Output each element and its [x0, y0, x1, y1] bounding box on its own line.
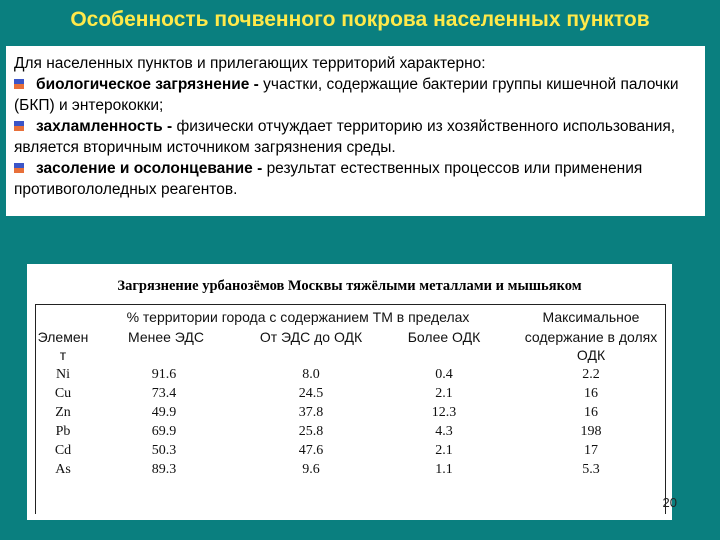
slide-title: Особенность почвенного покрова населенных пунктов — [70, 8, 650, 31]
bullet-icon — [14, 163, 24, 173]
table-title: Загрязнение урбанозёмов Москвы тяжёлыми металлами и мышьяком — [117, 278, 582, 294]
item-term: засоление и осолонцевание - — [36, 160, 267, 177]
col-less-eds-header: Менее ЭДС — [128, 329, 204, 345]
cell-element: Cu — [54, 386, 72, 401]
data-table — [35, 304, 666, 514]
cell-eds-odk: 47.6 — [298, 443, 324, 458]
table-panel — [27, 264, 672, 520]
cell-eds-odk: 8.0 — [302, 367, 320, 382]
cell-less-eds: 91.6 — [151, 367, 177, 382]
bullet-icon — [14, 79, 24, 89]
item-text: участки, содержащие бактерии группы кишечной палочки (БКП) и энтерококки; — [14, 76, 679, 114]
bullet-icon — [14, 121, 24, 131]
cell-max: 17 — [584, 443, 598, 458]
item-text: физически отчуждает территорию из хозяйственного использования, является вторичным источником загрязнения среды. — [14, 118, 676, 156]
cell-element: Ni — [56, 367, 70, 382]
cell-element: Pb — [55, 424, 71, 439]
col-max-header-2: содержание в долях — [524, 329, 658, 345]
col-more-odk-header: Более ОДК — [407, 329, 481, 345]
list-item — [14, 116, 697, 158]
cell-less-eds: 69.9 — [151, 424, 177, 439]
cell-eds-odk: 9.6 — [302, 462, 320, 477]
cell-eds-odk: 24.5 — [298, 386, 324, 401]
cell-max: 16 — [584, 386, 598, 401]
cell-element: As — [55, 462, 71, 477]
item-text: результат естественных процессов или применения противогололедных реагентов. — [14, 160, 643, 198]
col-max-header-3: ОДК — [576, 347, 606, 363]
col-element-header-cont: т — [59, 347, 67, 363]
cell-element: Zn — [55, 405, 71, 420]
group-header: % территории города с содержанием ТМ в пределах — [126, 309, 470, 325]
col-element-header: Элемен — [37, 329, 89, 345]
list-item — [14, 74, 697, 116]
cell-less-eds: 73.4 — [151, 386, 177, 401]
cell-eds-odk: 25.8 — [298, 424, 324, 439]
cell-more-odk: 2.1 — [435, 386, 453, 401]
page-number: 20 — [662, 495, 677, 510]
cell-max: 2.2 — [582, 367, 600, 382]
item-term: биологическое загрязнение - — [36, 76, 264, 93]
list-item — [14, 158, 697, 200]
cell-max: 198 — [580, 424, 602, 439]
cell-less-eds: 89.3 — [151, 462, 177, 477]
col-max-header: Максимальное — [542, 309, 640, 325]
col-eds-odk-header: От ЭДС до ОДК — [259, 329, 363, 345]
cell-eds-odk: 37.8 — [298, 405, 324, 420]
cell-more-odk: 0.4 — [435, 367, 453, 382]
cell-less-eds: 50.3 — [151, 443, 177, 458]
cell-more-odk: 1.1 — [435, 462, 453, 477]
cell-more-odk: 2.1 — [435, 443, 453, 458]
cell-more-odk: 4.3 — [435, 424, 453, 439]
cell-more-odk: 12.3 — [431, 405, 457, 420]
cell-max: 5.3 — [582, 462, 600, 477]
cell-max: 16 — [584, 405, 598, 420]
cell-less-eds: 49.9 — [151, 405, 177, 420]
cell-element: Cd — [54, 443, 72, 458]
item-term: захламленность - — [36, 118, 177, 135]
text-block — [6, 46, 705, 216]
intro-text: Для населенных пунктов и прилегающих территорий характерно: — [14, 55, 486, 72]
